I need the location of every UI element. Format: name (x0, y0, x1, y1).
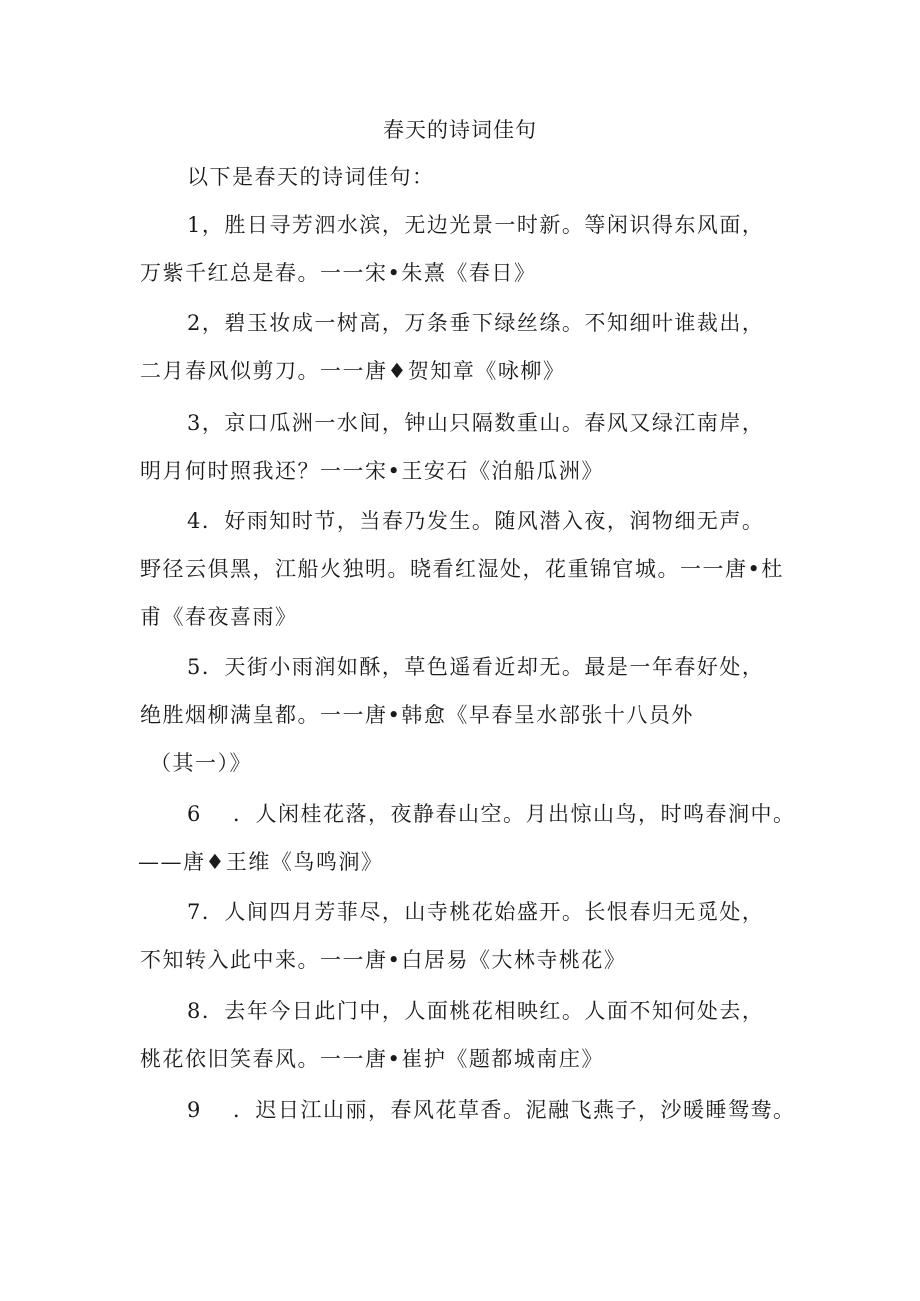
poem-6-line-2: ——唐♦王维《鸟鸣涧》 (138, 850, 384, 874)
poem-7-line-1 (187, 896, 764, 928)
document-title: 春天的诗词佳句 (383, 118, 537, 142)
poem-2-number: 2 (187, 311, 202, 335)
poem-7-line-2: 不知转入此中来。一一唐•白居易《大林寺桃花》 (140, 948, 627, 972)
poem-1-text-1: ，胜日寻芳泗水滨，无边光景一时新。等闲识得东风面， (201, 213, 765, 237)
poem-8-line-2: 桃花依旧笑春风。一一唐•崔护《题都城南庄》 (140, 1047, 604, 1071)
poem-2-line-1 (187, 307, 764, 339)
poem-6-line-1 (187, 798, 796, 830)
poem-3-line-2: 明月何时照我还？一一宋•王安石《泊船瓜洲》 (140, 459, 604, 483)
poem-2-line-2: 二月春风似剪刀。一一唐♦贺知章《咏柳》 (140, 359, 566, 383)
poem-1-line-1 (187, 209, 764, 241)
poem-6-number: 6 (187, 802, 202, 826)
poem-4-line-2: 野径云俱黑，江船火独明。晓看红湿处，花重锦官城。一一唐•杜 (140, 557, 784, 581)
intro-text: 以下是春天的诗词佳句： (187, 165, 435, 189)
poem-5-line-3: （其一）》 (150, 751, 252, 775)
poem-2-text-1: ，碧玉妆成一树高，万条垂下绿丝绦。不知细叶谁裁出， (201, 311, 765, 335)
poem-4-text-1: ．好雨知时节，当春乃发生。随风潜入夜，润物细无声。 (201, 509, 765, 533)
poem-8-line-1 (187, 995, 764, 1027)
poem-5-number: 5 (187, 655, 202, 679)
poem-9-text-1: ．迟日江山丽，春风花草香。泥融飞燕子，沙暖睡鸳鸯。 (233, 1098, 796, 1122)
poem-4-line-3: 甫《春夜喜雨》 (140, 605, 298, 629)
poem-5-line-2: 绝胜烟柳满皇都。一一唐•韩愈《早春呈水部张十八员外 (140, 703, 694, 727)
poem-8-text-1: ．去年今日此门中，人面桃花相映红。人面不知何处去， (201, 999, 765, 1023)
poem-3-number: 3 (187, 411, 202, 435)
poem-5-text-1: ．天街小雨润如酥，草色遥看近却无。最是一年春好处， (201, 655, 765, 679)
poem-1-number: 1 (187, 213, 202, 237)
poem-3-line-1 (187, 407, 764, 439)
poem-6-text-1: ．人闲桂花落，夜静春山空。月出惊山鸟，时鸣春涧中。 (233, 802, 796, 826)
poem-4-line-1 (187, 505, 764, 537)
poem-1-line-2: 万紫千红总是春。一一宋•朱熹《春日》 (140, 261, 537, 285)
poem-4-number: 4 (187, 509, 202, 533)
poem-7-number: 7 (187, 900, 202, 924)
poem-9-line-1 (187, 1094, 796, 1126)
poem-7-text-1: ．人间四月芳菲尽，山寺桃花始盛开。长恨春归无觅处， (201, 900, 765, 924)
poem-9-number: 9 (187, 1098, 202, 1122)
poem-3-text-1: ，京口瓜洲一水间，钟山只隔数重山。春风又绿江南岸， (201, 411, 765, 435)
poem-8-number: 8 (187, 999, 202, 1023)
poem-5-line-1 (187, 651, 764, 683)
